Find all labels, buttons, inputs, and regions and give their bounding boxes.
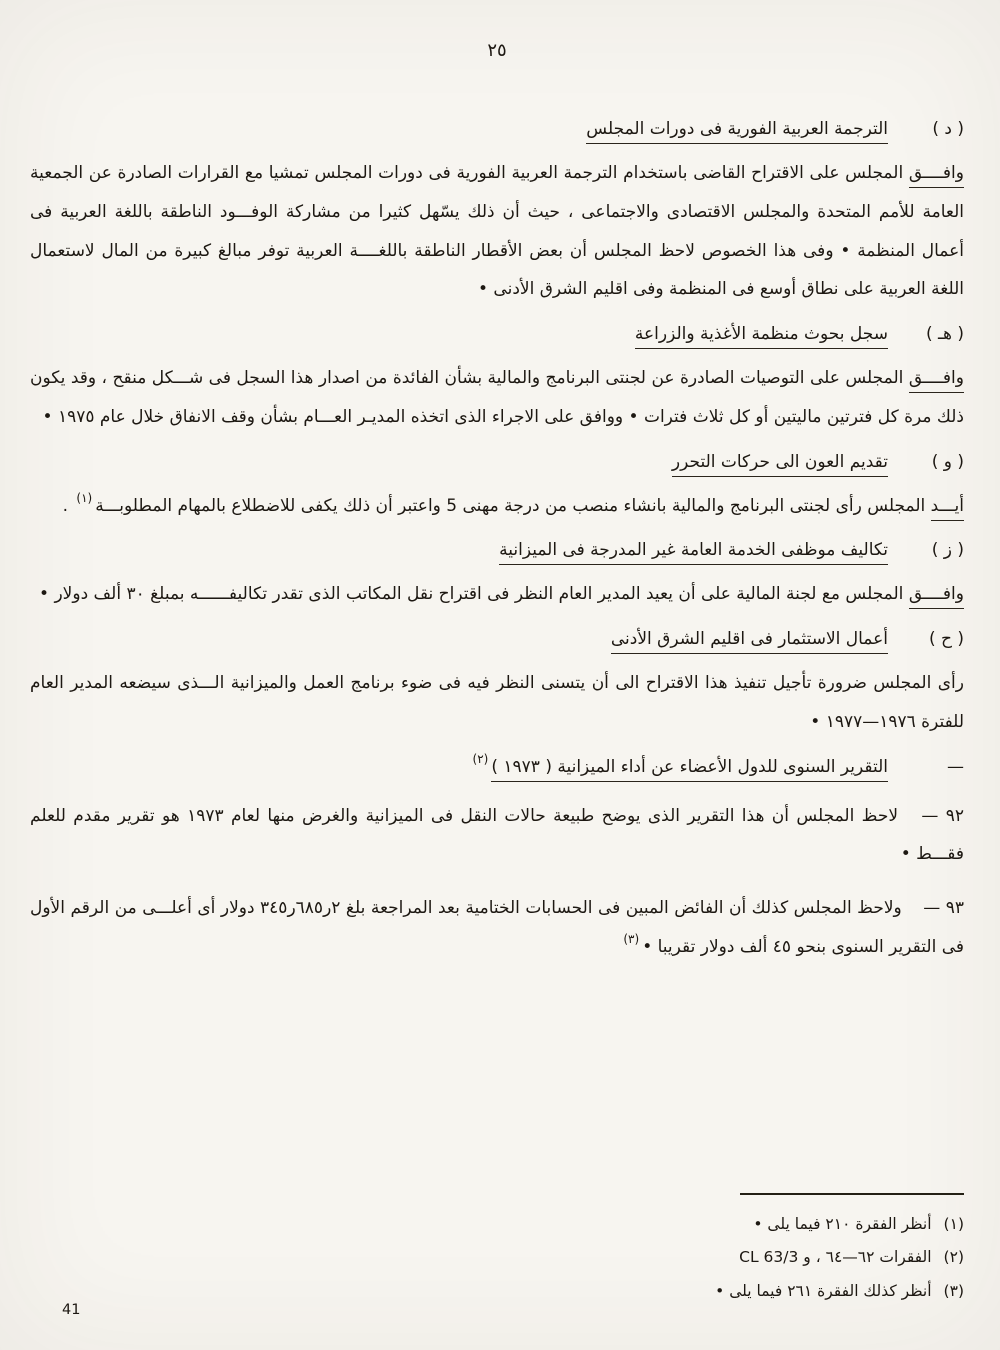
footnotes-area bbox=[364, 1193, 964, 1308]
section-investment-works bbox=[30, 629, 964, 742]
section-heading bbox=[499, 540, 888, 560]
section-staff-costs bbox=[30, 540, 964, 614]
paragraph-number: ٩٢ — bbox=[921, 805, 965, 826]
section-paragraph bbox=[30, 487, 964, 526]
report-item bbox=[30, 751, 964, 777]
paragraph-text: رأى المجلس ضرورة تأجيل تنفيذ هذا الاقتراح الى أن يتسنى النظر فيه فى ضوء برنامج العمل والميزانية الـــذى سيضعه المدير العام للفترة ١٩٧٦—١٩٧٧ • bbox=[30, 673, 964, 732]
paragraph-text: لاحظ المجلس أن هذا التقرير الذى يوضح طبيعة حالات النقل فى الميزانية والغرض منها لعام ١٩٧٣ هو تقرير مقدم للعلم فقـــط • bbox=[30, 805, 964, 865]
report-item-marker: — bbox=[947, 756, 964, 777]
report-item-heading-text: التقرير السنوى للدول الأعضاء عن أداء الميزانية ( ١٩٧٣ ) bbox=[491, 757, 888, 782]
section-heading bbox=[586, 119, 888, 139]
footnote-marker: (٣) bbox=[943, 1281, 964, 1300]
footnote-text: أنظر الفقرة ٢١٠ فيما يلى • bbox=[753, 1215, 932, 1234]
lead-word: وافــــق bbox=[909, 584, 964, 609]
section-head bbox=[30, 540, 964, 560]
lead-word: وافــــق bbox=[909, 368, 964, 393]
section-marker: ( ز ) bbox=[931, 540, 964, 561]
section-head bbox=[30, 119, 964, 139]
footnote-separator-rule bbox=[740, 1193, 964, 1195]
numbered-paragraph-92 bbox=[30, 797, 964, 875]
section-paragraph bbox=[30, 359, 964, 437]
footnote-marker: (١) bbox=[943, 1215, 964, 1234]
section-research-register bbox=[30, 324, 964, 437]
paragraph-number: ٩٣ — bbox=[923, 898, 964, 918]
section-paragraph bbox=[30, 154, 964, 309]
paragraph-tail: . bbox=[62, 495, 74, 516]
section-heading bbox=[672, 452, 888, 472]
footnote-text: الفقرات ٦٢—٦٤ ، و CL 63/3 bbox=[739, 1248, 932, 1267]
paragraph-text: المجلس رأى لجنتى البرنامج والمالية بانشاء منصب من درجة مهنى 5 واعتبر أن ذلك يكفى للاضطلاع بالمهام المطلوبـــة bbox=[95, 495, 931, 516]
lead-word: وافــــق bbox=[909, 163, 964, 188]
section-head bbox=[30, 452, 964, 472]
numbered-paragraph-93 bbox=[30, 889, 964, 967]
paragraph-text: المجلس مع لجنة المالية على أن يعيد المدير العام النظر فى اقتراح نقل المكاتب الذى تقدر تكاليفــــــه بمبلغ ٣٠ ألف دولار • bbox=[39, 584, 909, 605]
footnote-1 bbox=[364, 1208, 964, 1241]
paragraph-text: ولاحظ المجلس كذلك أن الفائض المبين فى الحسابات الختامية بعد المراجعة بلغ ٢ر٦٨٥ر٣٤٥ دولار أى أعلـــى من الرقم الأول فى التقرير السنوى بنحو ٤٥ ألف دولار تقريبا • bbox=[30, 898, 964, 957]
page-number-top: ٢٥ bbox=[487, 40, 507, 61]
footnote-marker: (٢) bbox=[943, 1248, 964, 1267]
section-heading-text: أعمال الاستثمار فى اقليم الشرق الأدنى bbox=[611, 629, 888, 654]
section-translation bbox=[30, 119, 964, 309]
footnote-reference: (٣) bbox=[623, 931, 640, 946]
section-marker: ( و ) bbox=[931, 451, 964, 472]
section-heading-text: تقديم العون الى حركات التحرر bbox=[672, 452, 888, 477]
footnote-text: أنظر كذلك الفقرة ٢٦١ فيما يلى • bbox=[715, 1281, 932, 1300]
footnote-3 bbox=[364, 1275, 964, 1308]
section-liberation-movements bbox=[30, 452, 964, 526]
page-number-bottom: 41 bbox=[62, 1302, 81, 1318]
section-heading-text: تكاليف موظفى الخدمة العامة غير المدرجة فى الميزانية bbox=[499, 540, 888, 565]
footnote-reference: (١) bbox=[76, 490, 93, 505]
section-heading bbox=[611, 629, 888, 649]
section-paragraph bbox=[30, 664, 964, 742]
paragraph-text: المجلس على التوصيات الصادرة عن لجنتى البرنامج والمالية بشأن الفائدة من اصدار هذا السجل فى شـــكل منقح ، وقد يكون ذلك مرة كل فترتين ماليتين أو كل ثلاث فترات • ووافق على الاجراء الذى اتخذه المديـر العـــام بشأن وقف الانفاق خلال عام ١٩٧٥ • bbox=[30, 368, 964, 427]
footnote-2 bbox=[364, 1241, 964, 1274]
footnote-reference: (٢) bbox=[472, 751, 489, 766]
section-heading-text: الترجمة العربية الفورية فى دورات المجلس bbox=[586, 119, 888, 144]
section-marker: ( ح ) bbox=[928, 629, 964, 649]
section-marker: ( د ) bbox=[932, 119, 964, 139]
paragraph-text: المجلس على الاقتراح القاضى باستخدام الترجمة العربية الفورية فى دورات المجلس تمشيا مع القرارات الصادرة عن الجمعية العامة للأمم المتحدة والمجلس الاقتصادى والاجتماعى ، حيث أن ذلك يسّهل كثيرا من مشاركة الوفـــود الناطقة باللغة العربية فى أعمال المنظمة • وفى هذا الخصوص لاحظ المجلس أن بعض الأقطار الناطقة باللغــــة العربية توفر مبالغ كبيرة من المال لاستعمال اللغة العربية على نطاق أوسع فى المنظمة وفى اقليم الشرق الأدنى • bbox=[30, 163, 964, 300]
section-heading-text: سجل بحوث منظمة الأغذية والزراعة bbox=[635, 324, 888, 349]
lead-word: أيـــد bbox=[931, 496, 964, 521]
section-head bbox=[30, 324, 964, 344]
section-marker: ( هـ ) bbox=[925, 324, 964, 344]
section-heading bbox=[635, 324, 888, 344]
section-head bbox=[30, 629, 964, 649]
report-item-heading bbox=[470, 751, 888, 777]
section-paragraph bbox=[30, 575, 964, 614]
